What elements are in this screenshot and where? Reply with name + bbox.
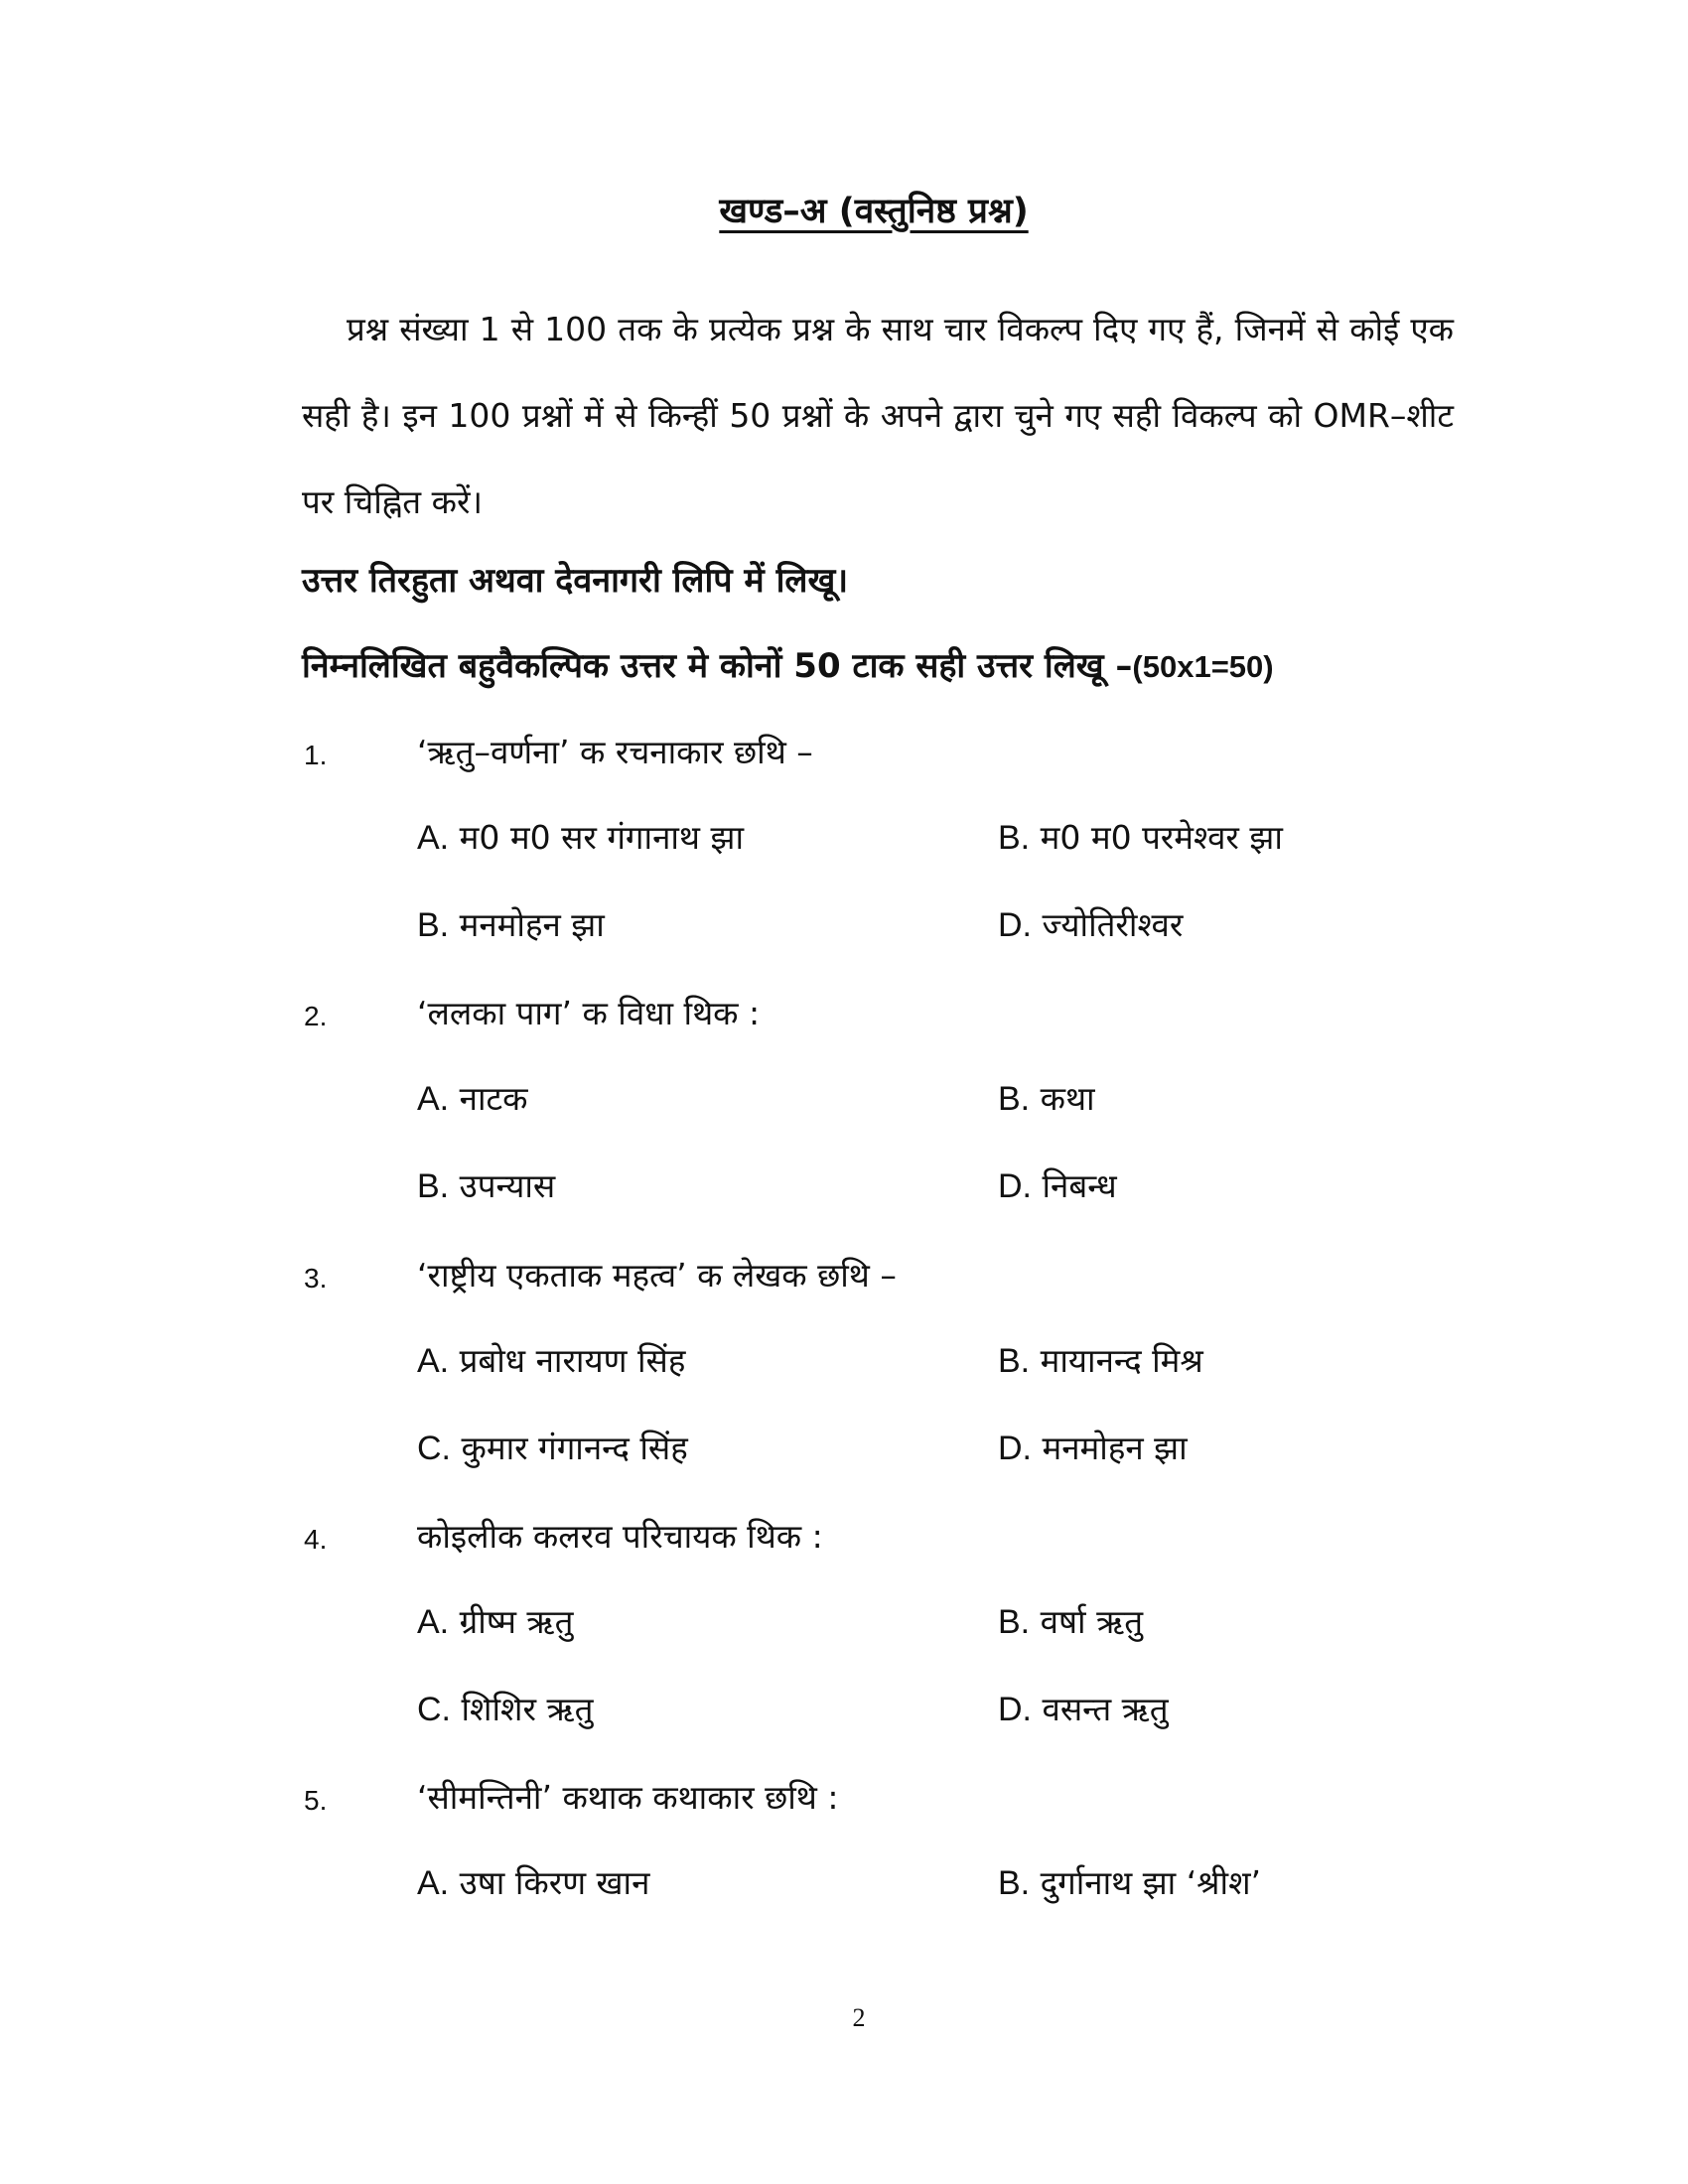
- option: [998, 1337, 1203, 1382]
- question-number: 2.: [304, 1001, 328, 1031]
- question-text: ‘सीमन्तिनी’ कथाक कथाकार छथि :: [417, 1778, 839, 1817]
- option-letter: B.: [998, 1342, 1031, 1380]
- option-letter: D.: [998, 1167, 1032, 1205]
- option: [998, 1859, 1261, 1904]
- option-letter: A.: [417, 1603, 450, 1641]
- option-text: वसन्त ऋतु: [1042, 1690, 1169, 1728]
- option: [417, 1859, 649, 1904]
- option-text: निबन्ध: [1042, 1166, 1117, 1205]
- option-text: म0 म0 सर गंगानाथ झा: [459, 818, 744, 857]
- question-text: कोइलीक कलरव परिचायक थिक :: [417, 1517, 823, 1556]
- option-letter: A.: [417, 1864, 450, 1902]
- option-letter: C.: [417, 1691, 451, 1728]
- option-text: म0 म0 परमेश्वर झा: [1040, 818, 1283, 857]
- option-letter: A.: [417, 819, 450, 857]
- option: [998, 1162, 1117, 1207]
- option-text: उपन्यास: [459, 1166, 556, 1205]
- option: [998, 814, 1283, 859]
- option-text: दुर्गानाथ झा ‘श्रीश’: [1040, 1863, 1262, 1902]
- option: [998, 1598, 1143, 1643]
- question-text: ‘ललका पाग’ क विधा थिक :: [417, 994, 761, 1032]
- question-number: 3.: [304, 1263, 328, 1294]
- option-text: मायानन्द मिश्र: [1040, 1341, 1203, 1380]
- option-text: ज्योतिरीश्वर: [1042, 905, 1184, 944]
- option-letter: B.: [417, 906, 450, 944]
- option: [417, 1686, 593, 1730]
- option-letter: B.: [417, 1167, 450, 1205]
- option-letter: B.: [998, 819, 1031, 857]
- option: [417, 901, 605, 946]
- instructions-paragraph: प्रश्न संख्या 1 से 100 तक के प्रत्येक प्रश्न के साथ चार विकल्प दिए गए हैं, जिनमें से कोई एक सही है। इन 100 प्रश्नों में से किन्हीं 50 प्रश्नों के अपने द्वारा चुने गए सही विकल्प को OMR–शीट पर चिह्नित करें।: [302, 310, 1454, 521]
- option-letter: A.: [417, 1080, 450, 1118]
- option: [417, 1337, 685, 1382]
- option-letter: B.: [998, 1603, 1031, 1641]
- option-text: मनमोहन झा: [459, 905, 605, 944]
- section-heading: खण्ड–अ (वस्तुनिष्ठ प्रश्न): [719, 192, 1029, 231]
- questions-subheading: [302, 641, 1493, 687]
- option-text: वर्षा ऋतु: [1040, 1602, 1144, 1641]
- option-letter: C.: [417, 1430, 451, 1467]
- marks-label: (50x1=50): [1132, 649, 1274, 684]
- script-instruction: उत्तर तिरहुता अथवा देवनागरी लिपि में लिखू।: [302, 561, 849, 601]
- option-letter: A.: [417, 1342, 450, 1380]
- option: [998, 1686, 1169, 1730]
- option: [998, 1425, 1188, 1469]
- option-letter: D.: [998, 906, 1032, 944]
- question-number: 1.: [304, 740, 328, 770]
- option: [998, 901, 1183, 946]
- option-text: नाटक: [459, 1079, 528, 1118]
- option: [417, 1075, 527, 1120]
- question-text: ‘ऋतु–वर्णना’ क रचनाकार छथि –: [417, 733, 813, 771]
- question-number: 5.: [304, 1785, 328, 1816]
- option-letter: D.: [998, 1430, 1032, 1467]
- option-letter: D.: [998, 1691, 1032, 1728]
- option-text: शिशिर ऋतु: [461, 1690, 594, 1728]
- question-text: ‘राष्ट्रीय एकताक महत्व’ क लेखक छथि –: [417, 1256, 897, 1295]
- option-text: उषा किरण खान: [459, 1863, 650, 1902]
- option-text: मनमोहन झा: [1042, 1429, 1188, 1467]
- question-number: 4.: [304, 1524, 328, 1555]
- page-number: 2: [852, 2003, 866, 2032]
- option-text: कथा: [1040, 1079, 1095, 1118]
- option-text: कुमार गंगानन्द सिंह: [461, 1429, 688, 1467]
- option: [417, 814, 744, 859]
- option: [998, 1075, 1095, 1120]
- option-letter: B.: [998, 1080, 1031, 1118]
- option: [417, 1598, 573, 1643]
- option-text: ग्रीष्म ऋतु: [459, 1602, 574, 1641]
- option: [417, 1162, 555, 1207]
- subheading-text: निम्नलिखित बहुवैकल्पिक उत्तर मे कोनों 50 टाक सही उत्तर लिखू –: [302, 646, 1133, 686]
- option-letter: B.: [998, 1864, 1031, 1902]
- option: [417, 1425, 688, 1469]
- option-text: प्रबोध नारायण सिंह: [459, 1341, 686, 1380]
